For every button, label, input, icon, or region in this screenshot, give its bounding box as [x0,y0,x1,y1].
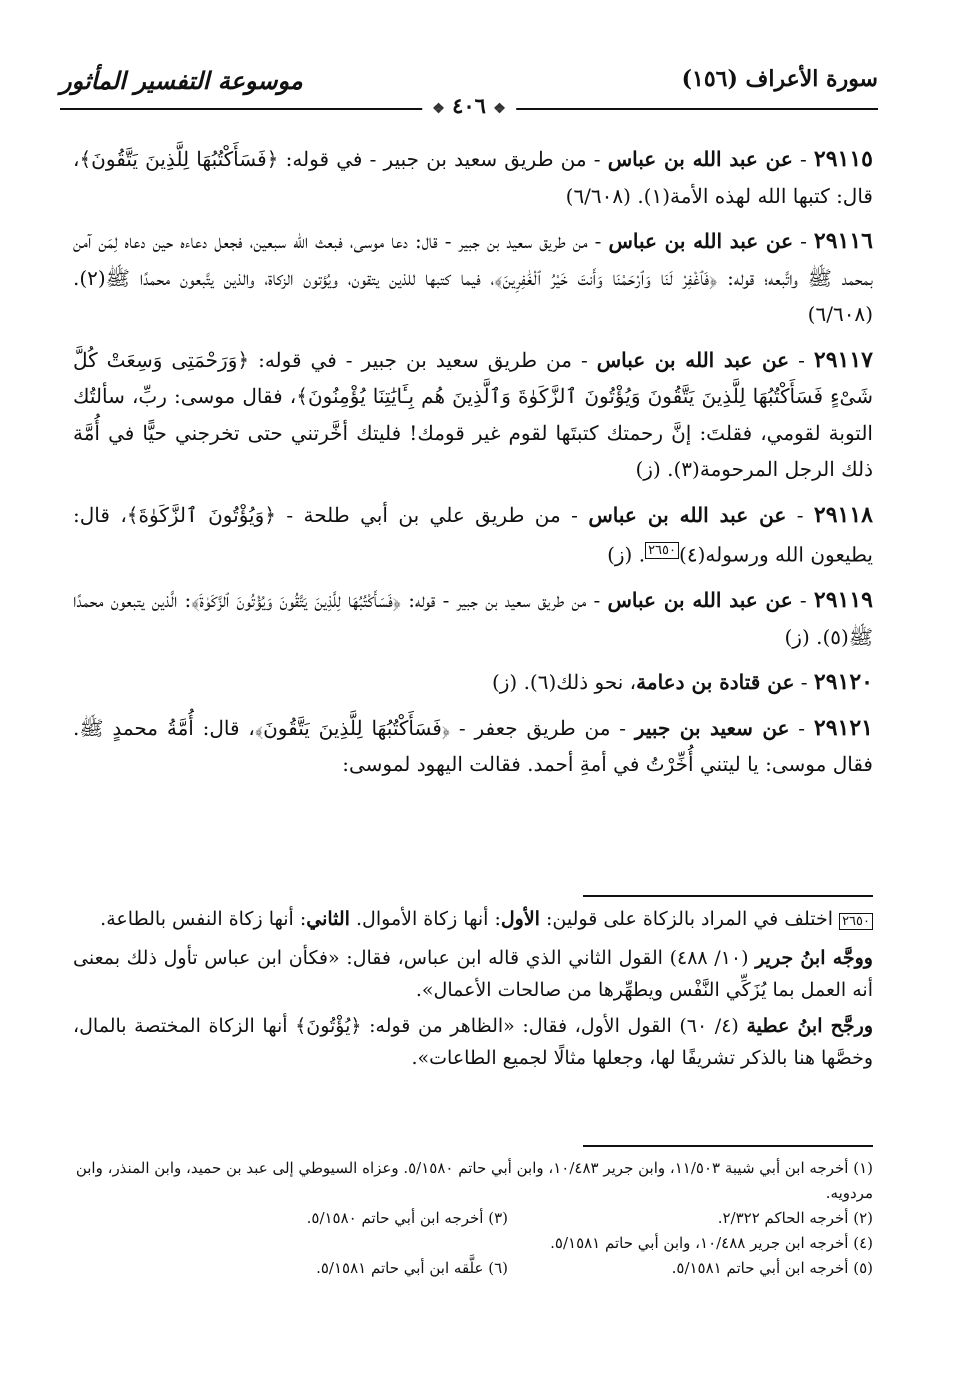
scholar-name: ووجَّه ابنُ جرير [755,947,873,969]
entry-number: ٢٩١١٥ [813,146,873,172]
entry-citation: (ز) [784,624,810,649]
entry-citation: (ز) [607,542,633,567]
page-header [60,66,878,132]
commentary-text: اختلف في المراد بالزكاة على قولين: [546,908,834,930]
main-text [73,141,873,792]
entry-narrator: عن عبد الله بن عباس [607,147,793,171]
footnote: (٥) أخرجه ابن أبي حاتم ٥/١٥٨١. [671,1259,873,1277]
commentary-text: (٤/ ٦٠) القول الأول، فقال: «الظاهر من قوله: ﴿يُؤْتُونَ﴾ أنها الزكاة المختصة بالمال، وخصَّها هنا بالذكر تشريفًا لها، وجعلها مثالًا لجميع الطاعات». [73,1015,873,1069]
entry-citation: (٦/٦٠٨) [565,183,631,208]
commentary-section [73,903,873,1078]
entry-text: - من طريق علي بن أبي طلحة - ﴿وَيُؤْتُونَ ٱلزَّكَوٰةَ﴾، قال: يطيعون الله ورسوله(٤) [73,502,873,567]
entry-text: ، نحو ذلك(٦). [523,670,637,695]
footnote-separator [583,1145,873,1147]
entry-number: ٢٩١١٧ [813,346,873,373]
page-number-value: ٤٠٦ [452,93,486,118]
commentary-text: (١٠/ ٤٨٨) القول الثاني الذي قاله ابن عباس، فقال: «فكأن ابن عباس تأول ذلك بمعنى أنه العمل بما يُزَكِّي النَّفْس ويطهِّرها من صالحات الأعمال». [73,947,873,1001]
page-number [422,93,516,118]
scholar-name: ورجَّح ابنُ عطية [746,1015,874,1037]
narration-entry: ٢٩١٢٠ - عن قتادة بن دعامة، نحو ذلك(٦). (ز) [491,669,873,696]
entry-number: ٢٩١٢٠ [813,669,873,696]
footnote: (٣) أخرجه ابن أبي حاتم ٥/١٥٨٠. [306,1209,508,1227]
commentary-ref-box: ٢٦٥٠ [839,913,873,930]
narration-entry: ٢٩١١٧ - عن عبد الله بن عباس - من طريق سعيد بن جبير - في قوله: ﴿وَرَحْمَتِى وَسِعَتْ كُلَّ شَىْءٍ فَسَأَكْتُبُهَا لِلَّذِينَ يَتَّقُونَ وَيُؤْتُونَ ٱلزَّكَوٰةَ وَٱلَّذِينَ هُم بِـَٔايَٰتِنَا يُؤْمِنُونَ﴾، فقال موسى: ربِّ، سألتُك التوبة لقومي، فقلتَ: إنَّ رحمتك كتبتَها لقوم غير قومك! فليتك أخَّرتني حتى تخرجني حيًّا في أُمَّة ذلك الرجل المرحومة(٣). (ز) [73,346,873,481]
footnote: (١) أخرجه ابن أبي شيبة ١١/٥٠٣، وابن جرير ١٠/٤٨٣، وابن أبي حاتم ٥/١٥٨٠. وعزاه السيوطي إلى عبد بن حميد، وابن المنذر، وابن مردويه. [75,1159,873,1202]
commentary-paragraph [73,1010,873,1074]
entry-narrator: عن سعيد بن جبير [634,715,790,740]
narration-entry: ٢٩١٢١ - عن سعيد بن جبير - من طريق جعفر - ﴿فَسَأَكْتُبُهَا لِلَّذِينَ يَتَّقُونَ﴾، قال: أُمَّةُ محمدٍ ﷺ. فقال موسى: يا ليتني أُخِّرْتُ في أمةِ أحمد. فقالت اليهود لموسى: [73,714,873,777]
entry-text: - من طريق جعفر - ﴿فَسَأَكْتُبُهَا لِلَّذِينَ يَتَّقُونَ﴾، قال: أُمَّةُ محمدٍ ﷺ. فقال موسى: يا ليتني أُخِّرْتُ في أمةِ أحمد. فقالت اليهود لموسى: [73,715,873,777]
second-opinion-label: الثاني [306,908,350,930]
commentary-paragraph [73,903,873,938]
ornament-icon: ❖ [432,101,445,117]
commentary-separator [583,895,873,897]
surah-heading: سورة الأعراف (١٥٦) [681,66,878,92]
entry-narrator: عن عبد الله بن عباس [608,229,794,253]
commentary-text: : أنها زكاة النفس بالطاعة. [100,908,307,930]
entry-number: ٢٩١١٩ [813,587,873,614]
entry-text: - من طريق سعيد بن جبير - في قوله: ﴿فَسَأَكْتُبُهَا لِلَّذِينَ يَتَّقُونَ﴾، قال: كتبها الله لهذه الأمة(١). [73,147,873,208]
narration-entry: ٢٩١١٨ - عن عبد الله بن عباس - من طريق علي بن أبي طلحة - ﴿وَيُؤْتُونَ ٱلزَّكَوٰةَ﴾، قال: يطيعون الله ورسوله(٤)$^{٢٦٥٠}$. (ز) [73,501,873,567]
first-opinion-label: الأول [500,908,540,930]
entry-text: - من طريق سعيد بن جبير - قوله: ﴿فَسَأَكْتُبُهَا لِلَّذِينَ يَتَّقُونَ وَيُؤْتُونَ ٱلزَّكَوٰةَ﴾: الَّذين يتبعون محمدًا ﷺ(٥). [73,588,873,649]
entry-narrator: عن قتادة بن دعامة [636,670,795,695]
commentary-ref-box[interactable]: ٢٦٥٠ [645,542,679,559]
entry-number: ٢٩١٢١ [813,714,873,741]
entry-text: - من طريق سعيد بن جبير - في قوله: ﴿وَرَحْمَتِى وَسِعَتْ كُلَّ شَىْءٍ فَسَأَكْتُبُهَا لِلَّذِينَ يَتَّقُونَ وَيُؤْتُونَ ٱلزَّكَوٰةَ وَٱلَّذِينَ هُم بِـَٔايَٰتِنَا يُؤْمِنُونَ﴾، فقال موسى: ربِّ، سألتُك التوبة لقومي، فقلتَ: إنَّ رحمتك كتبتَها لقوم غير قومك! فليتك أخَّرتني حتى تخرجني حيًّا في أُمَّة ذلك الرجل المرحومة(٣). [73,347,873,481]
narration-entry: ٢٩١١٥ - عن عبد الله بن عباس - من طريق سعيد بن جبير - في قوله: ﴿فَسَأَكْتُبُهَا لِلَّذِينَ يَتَّقُونَ﴾، قال: كتبها الله لهذه الأمة(١). (٦/٦٠٨) [73,146,873,208]
ornament-icon: ❖ [493,101,506,117]
entry-text: - من طريق سعيد بن جبير - قال: دعا موسى، فبعث الله سبعين، فجعل دعاءه حين دعاه لِمَن آمن بمحمد ﷺ واتَّبعه؛ قوله: ﴿فَٱغْفِرْ لَنَا وَٱرْحَمْنَا وَأَنتَ خَيْرُ ٱلْغَٰفِرِينَ﴾، فيما كتبها للذين يتقون، ويُؤتون الزكاة، والذين يتَّبعون محمدًا ﷺ(٢). [73,229,873,290]
entry-narrator: عن عبد الله بن عباس [607,588,793,613]
footnote-row [73,1206,873,1231]
entry-narrator: عن عبد الله بن عباس [596,347,790,372]
entry-citation: (ز) [635,457,661,481]
footnote-row [73,1256,873,1281]
commentary-text: : أنها زكاة الأموال. [356,908,501,930]
footnotes [73,1156,873,1281]
book-title: موسوعة التفسير المأثور [60,66,303,95]
narration-entry: ٢٩١١٩ - عن عبد الله بن عباس - من طريق سعيد بن جبير - قوله: ﴿فَسَأَكْتُبُهَا لِلَّذِينَ يَتَّقُونَ وَيُؤْتُونَ ٱلزَّكَوٰةَ﴾: الَّذين يتبعون محمدًا ﷺ(٥). (ز) [73,587,873,649]
footnote: (٦) علَّقه ابن أبي حاتم ٥/١٥٨١. [316,1259,508,1277]
entry-citation: (٦/٦٠٨) [807,302,873,326]
footnote: (٢) أخرجه الحاكم ٢/٣٢٢. [717,1209,873,1227]
entry-narrator: عن عبد الله بن عباس [588,502,787,527]
narration-entry: ٢٩١١٦ - عن عبد الله بن عباس - من طريق سعيد بن جبير - قال: دعا موسى، فبعث الله سبعين، فجعل دعاءه حين دعاه لِمَن آمن بمحمد ﷺ واتَّبعه؛ قوله: ﴿فَٱغْفِرْ لَنَا وَٱرْحَمْنَا وَأَنتَ خَيْرُ ٱلْغَٰفِرِينَ﴾، فيما كتبها للذين يتقون، ويُؤتون الزكاة، والذين يتَّبعون محمدًا ﷺ(٢). (٦/٦٠٨) [73,228,873,326]
entry-citation: (ز) [491,670,518,695]
commentary-paragraph [73,942,873,1006]
entry-number: ٢٩١١٦ [813,228,873,254]
footnote: (٤) أخرجه ابن جرير ١٠/٤٨٨، وابن أبي حاتم ٥/١٥٨١. [550,1234,873,1252]
entry-number: ٢٩١١٨ [813,501,873,528]
